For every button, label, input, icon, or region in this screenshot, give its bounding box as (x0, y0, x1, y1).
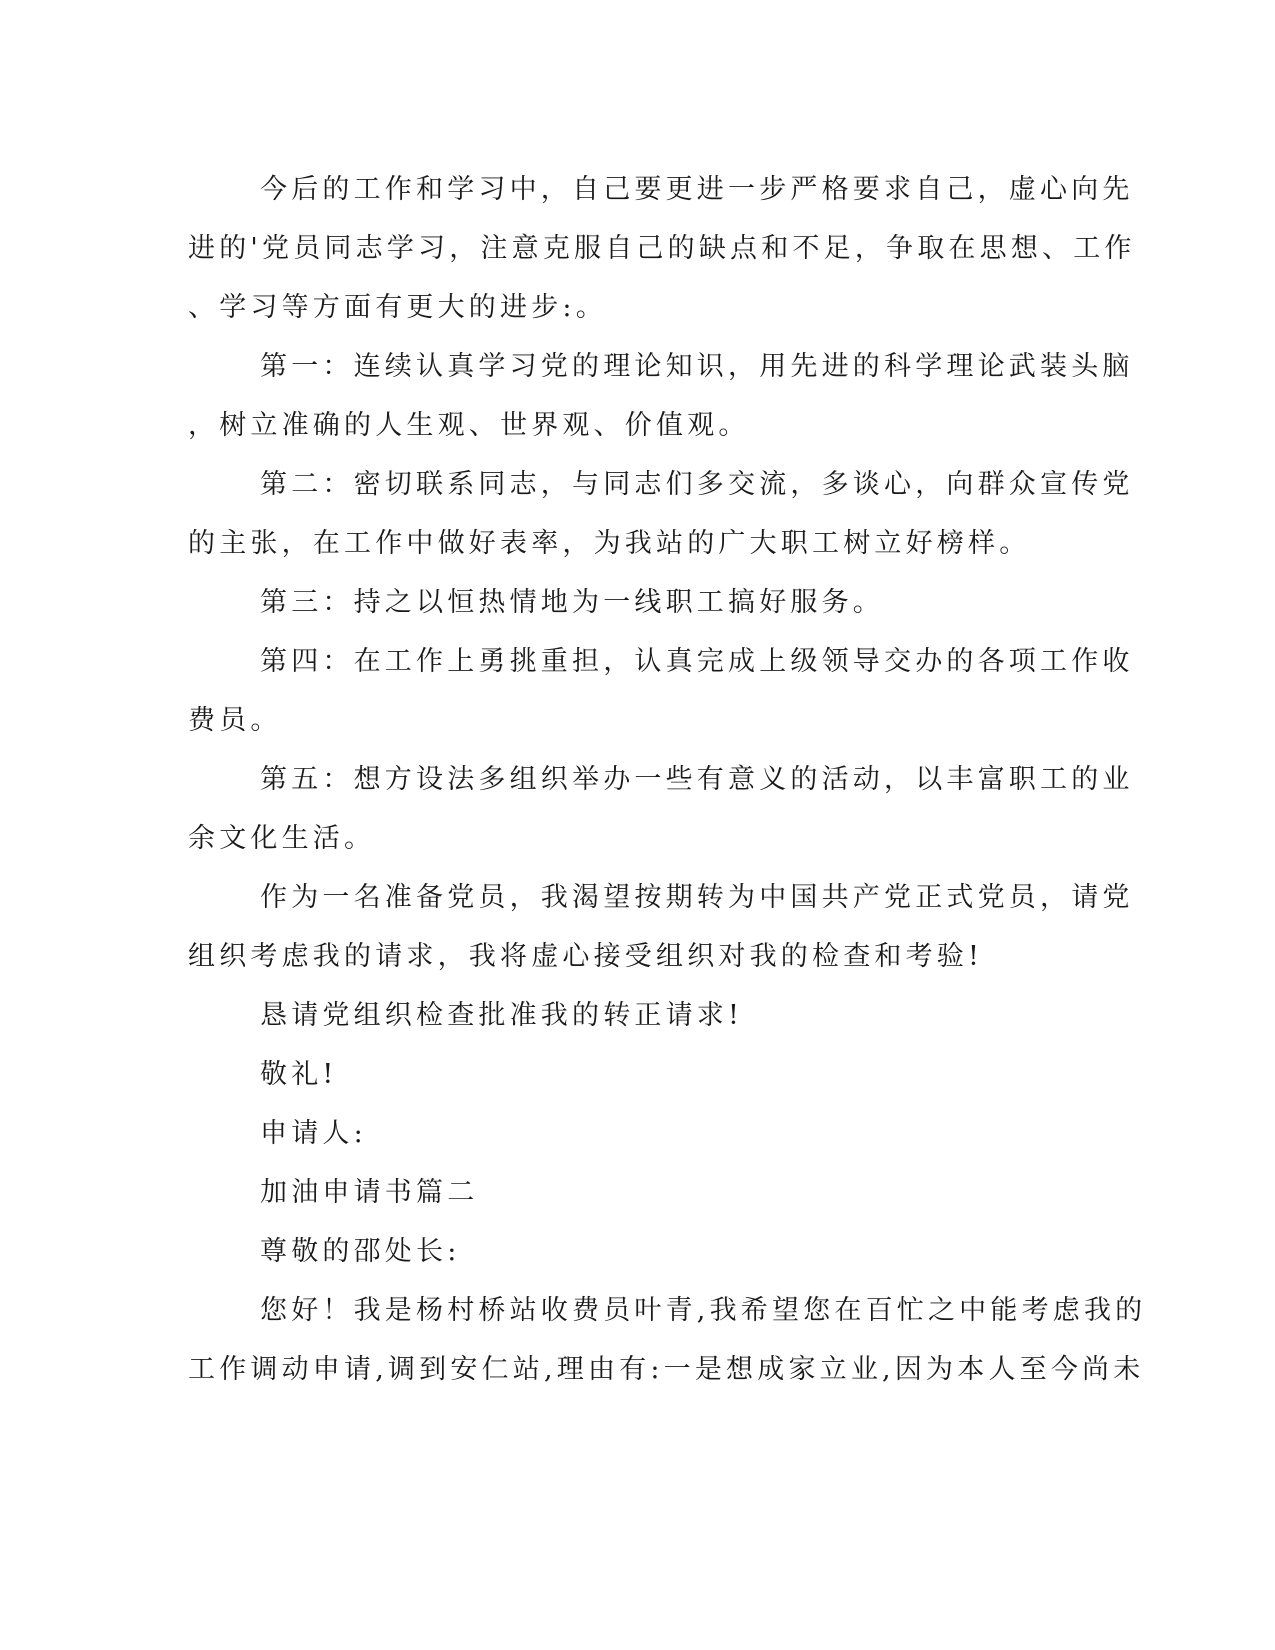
text-line: 第五：想方设法多组织举办一些有意义的活动，以丰富职工的业 (260, 764, 1134, 795)
text-line: 第一：连续认真学习党的理论知识，用先进的科学理论武装头脑 (260, 351, 1134, 382)
text-line: 申请人: (260, 1118, 367, 1149)
text-line: 今后的工作和学习中，自己要更进一步严格要求自己，虚心向先 (260, 174, 1134, 205)
text-line: 加油申请书篇二 (260, 1177, 479, 1208)
text-line: 第三：持之以恒热情地为一线职工搞好服务。 (260, 587, 884, 618)
text-line: 第二：密切联系同志，与同志们多交流，多谈心，向群众宣传党 (260, 469, 1134, 500)
text-line: 组织考虑我的请求，我将虚心接受组织对我的检查和考验! (188, 941, 984, 972)
text-line: ，树立准确的人生观、世界观、价值观。 (188, 410, 750, 441)
text-line: 作为一名准备党员，我渴望按期转为中国共产党正式党员，请党 (260, 882, 1134, 913)
text-line: 余文化生活。 (188, 823, 376, 854)
text-line: 敬礼! (260, 1059, 338, 1090)
text-line: 费员。 (188, 705, 282, 736)
text-line: 第四：在工作上勇挑重担，认真完成上级领导交办的各项工作收 (260, 646, 1134, 677)
text-line: 尊敬的邵处长: (260, 1236, 461, 1267)
text-line: 工作调动申请,调到安仁站,理由有:一是想成家立业,因为本人至今尚未 (188, 1354, 1145, 1385)
text-line: 的主张，在工作中做好表率，为我站的广大职工树立好榜样。 (188, 528, 1031, 559)
document-body (188, 160, 1147, 1399)
text-line: 您好！我是杨村桥站收费员叶青,我希望您在百忙之中能考虑我的 (260, 1295, 1147, 1326)
text-line: 恳请党组织检查批准我的转正请求! (260, 1000, 744, 1031)
text-line: 、学习等方面有更大的进步:。 (188, 292, 607, 323)
text-line: 进的'党员同志学习，注意克服自己的缺点和不足，争取在思想、工作 (188, 233, 1136, 264)
